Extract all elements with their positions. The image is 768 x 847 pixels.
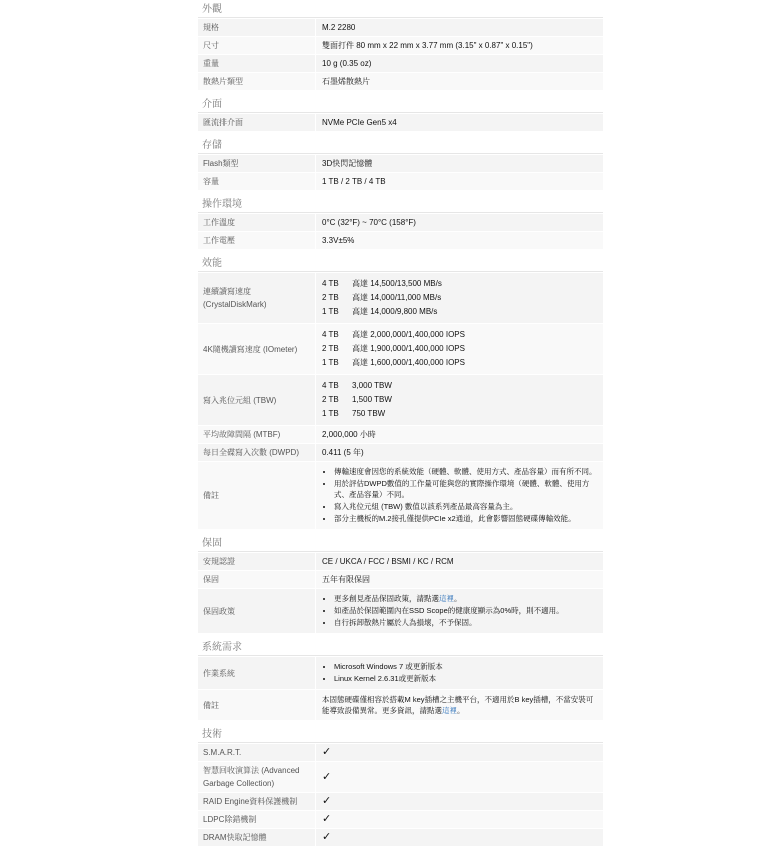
spec-value (316, 744, 603, 761)
spec-value (316, 657, 603, 689)
capacity: 2 TB (322, 344, 339, 353)
spec-row (198, 37, 603, 55)
section-title-system: 系統需求 (198, 640, 603, 656)
capacity-value: 高達 1,900,000/1,400,000 IOPS (352, 344, 465, 353)
spec-row (198, 214, 603, 232)
check-icon: ✓ (322, 813, 332, 825)
capacity-value: 高達 14,000/11,000 MB/s (352, 293, 442, 302)
spec-row (198, 762, 603, 793)
spec-row (198, 73, 603, 91)
spec-value: M.2 2280 (316, 19, 603, 36)
section-title-warranty: 保固 (198, 536, 603, 552)
spec-value: CE / UKCA / FCC / BSMI / KC / RCM (316, 553, 603, 570)
spec-row-policy (198, 589, 603, 634)
capacity-row (322, 277, 597, 291)
policy-link[interactable]: 這裡 (439, 594, 454, 603)
policy-item: • 自行拆卸散熱片屬於人為損壞，不予保固。 (334, 617, 564, 628)
spec-row (198, 829, 603, 847)
spec-page (198, 0, 603, 847)
spec-value (316, 589, 603, 633)
capacity: 4 TB (322, 381, 339, 390)
check-icon: ✓ (322, 795, 332, 807)
note-item: • 寫入兆位元組 (TBW) 數值以該系列產品最高容量為主。 (334, 501, 597, 512)
policy-list (322, 591, 564, 631)
spec-row (198, 155, 603, 173)
note-item: • 用於評估DWPD數值的工作量可能與您的實際操作環境（硬體、軟體、使用方式、產品容量）不同。 (334, 478, 597, 500)
spec-value: 雙面打件 80 mm x 22 mm x 3.77 mm (3.15" x 0.87" x 0.15") (316, 37, 603, 54)
spec-row-random (198, 324, 603, 375)
os-list (322, 659, 443, 687)
os-item: • Linux Kernel 2.6.31或更新版本 (334, 673, 443, 684)
policy-end: 。 (454, 594, 462, 603)
capacity-value: 高達 1,600,000/1,400,000 IOPS (352, 358, 465, 367)
spec-label: 每日全碟寫入次數 (DWPD) (198, 444, 316, 461)
capacity-row (322, 393, 597, 407)
spec-value (316, 829, 603, 846)
spec-value (316, 793, 603, 810)
capacity-row (322, 379, 597, 393)
capacity-list (322, 377, 597, 423)
policy-item (334, 593, 564, 604)
capacity: 2 TB (322, 293, 339, 302)
capacity: 1 TB (322, 358, 339, 367)
spec-value: 五年有限保固 (316, 571, 603, 588)
spec-row-tbw (198, 375, 603, 426)
spec-label: 安規認證 (198, 553, 316, 570)
section-title-environment: 操作環境 (198, 197, 603, 213)
spec-row-sys-note (198, 690, 603, 721)
capacity: 1 TB (322, 307, 339, 316)
policy-text: 更多創見產品保固政策，請點選 (334, 594, 439, 603)
spec-value (316, 690, 603, 720)
spec-label: 保固政策 (198, 589, 316, 633)
spec-label: 智慧回收演算法 (Advanced Garbage Collection) (198, 762, 316, 792)
spec-label: RAID Engine資料保護機制 (198, 793, 316, 810)
spec-value: NVMe PCIe Gen5 x4 (316, 114, 603, 131)
spec-label: Flash類型 (198, 155, 316, 172)
spec-label: 工作溫度 (198, 214, 316, 231)
section-title-performance: 效能 (198, 256, 603, 272)
section-title-interface: 介面 (198, 97, 603, 113)
spec-label: 尺寸 (198, 37, 316, 54)
spec-row (198, 744, 603, 762)
spec-row (198, 553, 603, 571)
capacity-value: 高達 2,000,000/1,400,000 IOPS (352, 330, 465, 339)
spec-row (198, 444, 603, 462)
capacity: 4 TB (322, 330, 339, 339)
spec-value: 10 g (0.35 oz) (316, 55, 603, 72)
os-item: • Microsoft Windows 7 或更新版本 (334, 661, 443, 672)
spec-label: 匯流排介面 (198, 114, 316, 131)
spec-value: 0.411 (5 年) (316, 444, 603, 461)
check-icon: ✓ (322, 831, 332, 843)
spec-label: 規格 (198, 19, 316, 36)
spec-row (198, 55, 603, 73)
capacity: 1 TB (322, 409, 339, 418)
sys-note-end: 。 (457, 706, 465, 715)
note-item: • 部分主機板的M.2接孔僅提供PCIe x2通道，此會影響固態硬碟傳輸效能。 (334, 513, 597, 524)
sys-note (322, 692, 597, 718)
spec-row-os (198, 657, 603, 690)
spec-row (198, 114, 603, 132)
capacity-value: 1,500 TBW (352, 395, 392, 404)
capacity-row (322, 291, 597, 305)
spec-value: 石墨烯散熱片 (316, 73, 603, 90)
spec-label: 重量 (198, 55, 316, 72)
spec-value: 2,000,000 小時 (316, 426, 603, 443)
capacity-list (322, 326, 597, 372)
spec-row (198, 793, 603, 811)
spec-row (198, 232, 603, 250)
spec-label: 備註 (198, 690, 316, 720)
section-title-tech: 技術 (198, 727, 603, 743)
capacity: 2 TB (322, 395, 339, 404)
capacity-row (322, 356, 597, 370)
capacity-value: 高達 14,000/9,800 MB/s (352, 307, 438, 316)
spec-value (316, 462, 603, 529)
spec-value: 3D快閃記憶體 (316, 155, 603, 172)
note-item: • 傳輸速度會因您的系統效能（硬體、軟體、使用方式、產品容量）而有所不同。 (334, 466, 597, 477)
sys-note-link[interactable]: 這裡 (442, 706, 457, 715)
spec-value (316, 375, 603, 425)
spec-label: S.M.A.R.T. (198, 744, 316, 761)
capacity-row (322, 407, 597, 421)
capacity-row (322, 342, 597, 356)
sys-note-text: 本固態硬碟僅相容於搭載M key插槽之主機平台，不適用於B key插槽，不當安裝可能導致設備異常。更多資訊，請點選 (322, 695, 594, 715)
policy-item: • 如產品於保固範圍內在SSD Scope的健康度顯示為0%時，則不適用。 (334, 605, 564, 616)
spec-row-notes (198, 462, 603, 530)
spec-row (198, 173, 603, 191)
spec-value: 1 TB / 2 TB / 4 TB (316, 173, 603, 190)
spec-value (316, 273, 603, 323)
spec-value: 3.3V±5% (316, 232, 603, 249)
spec-row-seq (198, 273, 603, 324)
capacity-value: 高達 14,500/13,500 MB/s (352, 279, 442, 288)
capacity-list (322, 275, 597, 321)
check-icon: ✓ (322, 746, 332, 758)
capacity: 4 TB (322, 279, 339, 288)
spec-value: 0°C (32°F) ~ 70°C (158°F) (316, 214, 603, 231)
spec-value (316, 762, 603, 792)
spec-label: 平均故障間隔 (MTBF) (198, 426, 316, 443)
spec-label: 備註 (198, 462, 316, 529)
spec-label: 工作電壓 (198, 232, 316, 249)
capacity-row (322, 328, 597, 342)
spec-value (316, 811, 603, 828)
capacity-value: 3,000 TBW (352, 381, 392, 390)
spec-row (198, 426, 603, 444)
spec-label: DRAM快取記憶體 (198, 829, 316, 846)
spec-label: 4K隨機讀寫速度 (IOmeter) (198, 324, 316, 374)
section-title-storage: 存儲 (198, 138, 603, 154)
spec-label: LDPC除錯機制 (198, 811, 316, 828)
spec-label: 散熱片類型 (198, 73, 316, 90)
spec-row (198, 19, 603, 37)
spec-label: 保固 (198, 571, 316, 588)
section-title-appearance: 外觀 (198, 2, 603, 18)
check-icon: ✓ (322, 770, 332, 783)
notes-list (322, 464, 597, 527)
spec-row (198, 571, 603, 589)
capacity-value: 750 TBW (352, 409, 386, 418)
spec-label: 容量 (198, 173, 316, 190)
spec-row (198, 811, 603, 829)
spec-label: 連續讀寫速度 (CrystalDiskMark) (198, 273, 316, 323)
spec-label: 作業系統 (198, 657, 316, 689)
spec-label: 寫入兆位元組 (TBW) (198, 375, 316, 425)
spec-value (316, 324, 603, 374)
capacity-row (322, 305, 597, 319)
